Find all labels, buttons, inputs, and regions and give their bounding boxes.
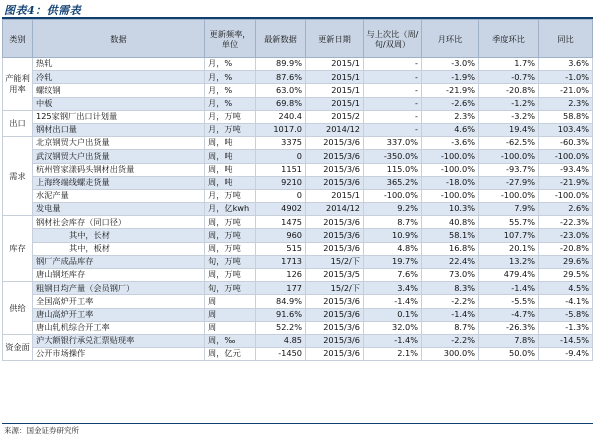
- cell-unit: 周，吨: [205, 163, 256, 176]
- cell-qoq: 55.7%: [479, 216, 539, 229]
- cell-mom: -3.6%: [422, 137, 479, 150]
- cell-name: 北京钢贸大户出货量: [33, 137, 205, 150]
- cell-mom: 300.0%: [422, 348, 479, 361]
- cell-unit: 周，吨: [205, 176, 256, 189]
- table-row: [3, 348, 593, 361]
- figure-title: 图表4：供需表: [4, 4, 82, 17]
- cell-qoq: -100.0%: [479, 189, 539, 202]
- cell-name: 发电量: [33, 203, 205, 216]
- cell-date: 2015/3/6: [306, 295, 364, 308]
- cell-date: 2015/3/6: [306, 308, 364, 321]
- cell-qoq: -1.2%: [479, 97, 539, 110]
- cell-qoq: -27.9%: [479, 176, 539, 189]
- cell-mom: -18.0%: [422, 176, 479, 189]
- cell-mom: -21.9%: [422, 84, 479, 97]
- cell-unit: 月，%: [205, 58, 256, 71]
- cell-yoy: 58.8%: [539, 110, 593, 123]
- cell-name: 其中，板材: [33, 242, 205, 255]
- cell-unit: 月，万吨: [205, 110, 256, 123]
- cell-yoy: 3.6%: [539, 58, 593, 71]
- cell-latest: 63.0%: [256, 84, 306, 97]
- cell-qoq: 19.4%: [479, 123, 539, 136]
- cell-qoq: -93.7%: [479, 163, 539, 176]
- cell-mom: 4.6%: [422, 123, 479, 136]
- cell-qoq: 479.4%: [479, 269, 539, 282]
- cell-mom: -1.9%: [422, 71, 479, 84]
- cell-name: 其中，长材: [33, 229, 205, 242]
- header-mom: 月环比: [422, 20, 479, 58]
- cell-vs-prev: -350.0%: [364, 150, 422, 163]
- cell-latest: 84.9%: [256, 295, 306, 308]
- header-category: 类别: [3, 20, 33, 58]
- header-yoy: 同比: [539, 20, 593, 58]
- cell-unit: 旬，万吨: [205, 282, 256, 295]
- cell-mom: 40.8%: [422, 216, 479, 229]
- cell-latest: 87.6%: [256, 71, 306, 84]
- cell-qoq: 1.7%: [479, 58, 539, 71]
- cell-yoy: -21.9%: [539, 176, 593, 189]
- cell-qoq: -5.5%: [479, 295, 539, 308]
- cell-latest: 89.9%: [256, 58, 306, 71]
- cell-yoy: -100.0%: [539, 189, 593, 202]
- cell-unit: 周，吨: [205, 150, 256, 163]
- cell-mom: -100.0%: [422, 150, 479, 163]
- cell-name: 唐山高炉开工率: [33, 308, 205, 321]
- table-row: [3, 137, 593, 150]
- cell-unit: 周，万吨: [205, 229, 256, 242]
- cell-vs-prev: 0.1%: [364, 308, 422, 321]
- cell-yoy: -23.0%: [539, 229, 593, 242]
- cell-date: 2015/1: [306, 58, 364, 71]
- cell-unit: 旬，万吨: [205, 255, 256, 268]
- cell-date: 2014/12: [306, 203, 364, 216]
- cell-date: 15/2/下: [306, 282, 364, 295]
- cell-vs-prev: 19.7%: [364, 255, 422, 268]
- cell-mom: -2.2%: [422, 334, 479, 347]
- cell-latest: 240.4: [256, 110, 306, 123]
- cell-vs-prev: 10.9%: [364, 229, 422, 242]
- cell-vs-prev: -100.0%: [364, 189, 422, 202]
- cell-name: 125家钢厂出口计划量: [33, 110, 205, 123]
- table-row: [3, 150, 593, 163]
- cell-latest: 0: [256, 150, 306, 163]
- header-date: 更新日期: [306, 20, 364, 58]
- cell-vs-prev: -: [364, 84, 422, 97]
- cell-name: 螺纹钢: [33, 84, 205, 97]
- header-vs-prev: 与上次比（周/旬/双周）: [364, 20, 422, 58]
- cell-date: 15/2/下: [306, 255, 364, 268]
- header-freq-unit: 更新频率，单位: [205, 20, 256, 58]
- cell-unit: 周，亿元: [205, 348, 256, 361]
- cell-yoy: 4.5%: [539, 282, 593, 295]
- table-row: [3, 295, 593, 308]
- header-data: 数据: [33, 20, 205, 58]
- cell-latest: 515: [256, 242, 306, 255]
- cell-vs-prev: 2.1%: [364, 348, 422, 361]
- cell-name: 钢材出口量: [33, 123, 205, 136]
- cell-qoq: -62.5%: [479, 137, 539, 150]
- cell-qoq: 7.9%: [479, 203, 539, 216]
- table-row: [3, 123, 593, 136]
- cell-yoy: -20.8%: [539, 242, 593, 255]
- cell-mom: 58.1%: [422, 229, 479, 242]
- cell-name: 中板: [33, 97, 205, 110]
- cell-date: 2015/1: [306, 84, 364, 97]
- cell-date: 2015/3/6: [306, 229, 364, 242]
- category-funds: 资金面: [3, 334, 33, 360]
- cell-date: 2015/3/6: [306, 242, 364, 255]
- cell-vs-prev: 365.2%: [364, 176, 422, 189]
- cell-latest: 960: [256, 229, 306, 242]
- cell-latest: 4902: [256, 203, 306, 216]
- cell-vs-prev: 4.8%: [364, 242, 422, 255]
- supply-demand-table: [2, 19, 593, 361]
- cell-name: 杭州管家漾码头钢材出货量: [33, 163, 205, 176]
- cell-latest: -1450: [256, 348, 306, 361]
- cell-date: 2015/3/5: [306, 269, 364, 282]
- cell-date: 2015/3/6: [306, 150, 364, 163]
- table-row: [3, 84, 593, 97]
- cell-yoy: -60.3%: [539, 137, 593, 150]
- cell-unit: 周，万吨: [205, 242, 256, 255]
- cell-date: 2015/3/6: [306, 163, 364, 176]
- category-export: 出口: [3, 110, 33, 136]
- cell-qoq: -26.3%: [479, 321, 539, 334]
- cell-qoq: 7.8%: [479, 334, 539, 347]
- cell-mom: -100.0%: [422, 163, 479, 176]
- cell-mom: 10.3%: [422, 203, 479, 216]
- table-row: [3, 321, 593, 334]
- cell-date: 2015/3/6: [306, 137, 364, 150]
- cell-qoq: -20.8%: [479, 84, 539, 97]
- cell-name: 钢厂产成品库存: [33, 255, 205, 268]
- cell-unit: 月，%: [205, 84, 256, 97]
- cell-name: 沪大额银行承兑汇票贴现率: [33, 334, 205, 347]
- cell-qoq: -3.2%: [479, 110, 539, 123]
- cell-qoq: 107.7%: [479, 229, 539, 242]
- cell-unit: 月，万吨: [205, 123, 256, 136]
- cell-mom: 8.7%: [422, 321, 479, 334]
- cell-yoy: 103.4%: [539, 123, 593, 136]
- table-row: [3, 110, 593, 123]
- cell-unit: 月，%: [205, 97, 256, 110]
- cell-date: 2015/2: [306, 110, 364, 123]
- cell-name: 唐山钢坯库存: [33, 269, 205, 282]
- cell-mom: -1.4%: [422, 308, 479, 321]
- cell-vs-prev: 32.0%: [364, 321, 422, 334]
- cell-name: 水泥产量: [33, 189, 205, 202]
- cell-qoq: -4.7%: [479, 308, 539, 321]
- cell-mom: 73.0%: [422, 269, 479, 282]
- cell-latest: 177: [256, 282, 306, 295]
- cell-unit: 月，万吨: [205, 189, 256, 202]
- cell-qoq: 20.1%: [479, 242, 539, 255]
- header-row: [3, 20, 593, 58]
- table-row: [3, 334, 593, 347]
- cell-name: 粗钢日均产量（会员钢厂）: [33, 282, 205, 295]
- cell-yoy: -93.4%: [539, 163, 593, 176]
- cell-unit: 周，‰: [205, 334, 256, 347]
- table-row: [3, 282, 593, 295]
- cell-yoy: -4.1%: [539, 295, 593, 308]
- cell-mom: 2.3%: [422, 110, 479, 123]
- cell-date: 2015/3/6: [306, 334, 364, 347]
- cell-date: 2015/3/6: [306, 216, 364, 229]
- cell-unit: 周，吨: [205, 137, 256, 150]
- cell-latest: 4.85: [256, 334, 306, 347]
- table-row: [3, 163, 593, 176]
- cell-name: 冷轧: [33, 71, 205, 84]
- table-row: [3, 308, 593, 321]
- cell-date: 2015/3/6: [306, 176, 364, 189]
- table-row: [3, 203, 593, 216]
- cell-unit: 周，万吨: [205, 216, 256, 229]
- cell-latest: 3375: [256, 137, 306, 150]
- cell-date: 2015/3/6: [306, 321, 364, 334]
- source-rule: [2, 423, 593, 424]
- cell-qoq: -1.4%: [479, 282, 539, 295]
- cell-yoy: -5.8%: [539, 308, 593, 321]
- cell-mom: 22.4%: [422, 255, 479, 268]
- cell-name: 全国高炉开工率: [33, 295, 205, 308]
- cell-mom: -3.0%: [422, 58, 479, 71]
- cell-unit: 周: [205, 295, 256, 308]
- cell-yoy: 29.6%: [539, 255, 593, 268]
- cell-vs-prev: 3.4%: [364, 282, 422, 295]
- cell-latest: 69.8%: [256, 97, 306, 110]
- cell-name: 唐山轧机综合开工率: [33, 321, 205, 334]
- cell-qoq: -100.0%: [479, 150, 539, 163]
- cell-yoy: -100.0%: [539, 150, 593, 163]
- cell-yoy: 29.5%: [539, 269, 593, 282]
- table-row: [3, 71, 593, 84]
- cell-date: 2015/1: [306, 97, 364, 110]
- cell-unit: 周: [205, 321, 256, 334]
- cell-name: 热轧: [33, 58, 205, 71]
- cell-unit: 月，%: [205, 71, 256, 84]
- cell-vs-prev: -: [364, 97, 422, 110]
- cell-latest: 9210: [256, 176, 306, 189]
- cell-vs-prev: 7.6%: [364, 269, 422, 282]
- cell-qoq: 50.0%: [479, 348, 539, 361]
- cell-mom: -2.6%: [422, 97, 479, 110]
- cell-vs-prev: 115.0%: [364, 163, 422, 176]
- cell-qoq: -0.7%: [479, 71, 539, 84]
- cell-latest: 91.6%: [256, 308, 306, 321]
- cell-latest: 126: [256, 269, 306, 282]
- table-row: [3, 58, 593, 71]
- cell-date: 2014/12: [306, 123, 364, 136]
- cell-latest: 1713: [256, 255, 306, 268]
- cell-latest: 0: [256, 189, 306, 202]
- cell-unit: 月，亿kwh: [205, 203, 256, 216]
- table-row: [3, 216, 593, 229]
- cell-name: 钢材社会库存（同口径）: [33, 216, 205, 229]
- cell-yoy: -21.0%: [539, 84, 593, 97]
- cell-yoy: -9.4%: [539, 348, 593, 361]
- cell-mom: 8.3%: [422, 282, 479, 295]
- category-inventory: 库存: [3, 216, 33, 282]
- table-row: [3, 189, 593, 202]
- table-row: [3, 242, 593, 255]
- cell-date: 2015/1: [306, 189, 364, 202]
- cell-latest: 1017.0: [256, 123, 306, 136]
- cell-date: 2015/3/6: [306, 348, 364, 361]
- cell-yoy: -22.3%: [539, 216, 593, 229]
- cell-vs-prev: -1.4%: [364, 295, 422, 308]
- cell-latest: 1475: [256, 216, 306, 229]
- cell-name: 公开市场操作: [33, 348, 205, 361]
- cell-vs-prev: -: [364, 58, 422, 71]
- cell-vs-prev: -: [364, 110, 422, 123]
- cell-latest: 1151: [256, 163, 306, 176]
- cell-mom: -2.2%: [422, 295, 479, 308]
- cell-yoy: -1.3%: [539, 321, 593, 334]
- header-latest: 最新数据: [256, 20, 306, 58]
- cell-vs-prev: -: [364, 71, 422, 84]
- table-row: [3, 176, 593, 189]
- category-demand: 需求: [3, 137, 33, 216]
- table-row: [3, 97, 593, 110]
- cell-unit: 周，万吨: [205, 269, 256, 282]
- table-row: [3, 255, 593, 268]
- cell-name: 武汉钢贸大户出货量: [33, 150, 205, 163]
- cell-mom: 16.8%: [422, 242, 479, 255]
- source-note: 来源：国金证券研究所: [4, 426, 79, 435]
- cell-vs-prev: -1.4%: [364, 334, 422, 347]
- category-supply: 供给: [3, 282, 33, 335]
- cell-mom: -100.0%: [422, 189, 479, 202]
- cell-vs-prev: -: [364, 123, 422, 136]
- header-qoq: 季度环比: [479, 20, 539, 58]
- cell-qoq: 13.2%: [479, 255, 539, 268]
- cell-date: 2015/1: [306, 71, 364, 84]
- cell-vs-prev: 8.7%: [364, 216, 422, 229]
- cell-latest: 52.2%: [256, 321, 306, 334]
- cell-vs-prev: 337.0%: [364, 137, 422, 150]
- cell-yoy: -14.5%: [539, 334, 593, 347]
- table-row: [3, 269, 593, 282]
- cell-unit: 周: [205, 308, 256, 321]
- cell-yoy: 2.6%: [539, 203, 593, 216]
- cell-yoy: 2.3%: [539, 97, 593, 110]
- cell-yoy: -1.0%: [539, 71, 593, 84]
- table-row: [3, 229, 593, 242]
- cell-name: 上海终端线螺走货量: [33, 176, 205, 189]
- cell-vs-prev: 9.2%: [364, 203, 422, 216]
- category-capacity: 产能利用率: [3, 58, 33, 111]
